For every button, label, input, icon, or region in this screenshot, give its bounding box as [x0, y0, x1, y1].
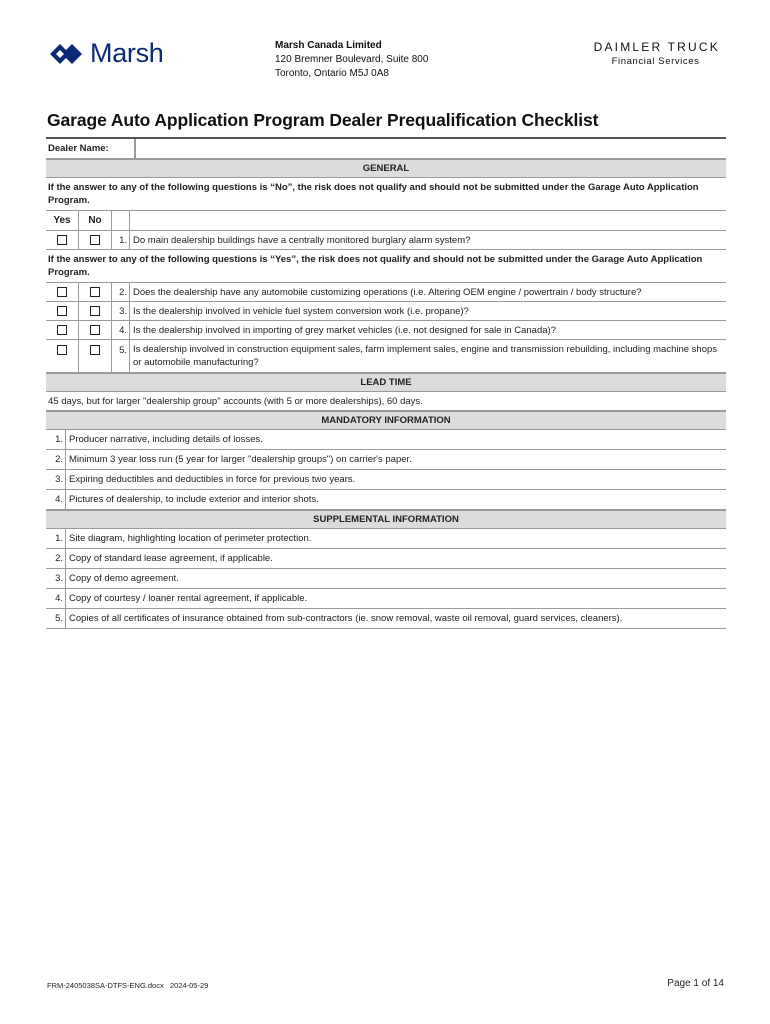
- list-item: [46, 609, 726, 629]
- supplemental-heading: SUPPLEMENTAL INFORMATION: [46, 510, 726, 529]
- list-item-text: Copy of demo agreement.: [69, 573, 179, 584]
- marsh-logo-text: Marsh: [90, 38, 164, 68]
- address-company-name: Marsh Canada Limited: [275, 40, 382, 51]
- q2-number: 2.: [112, 283, 130, 301]
- list-item: [46, 549, 726, 569]
- dealer-name-field[interactable]: [135, 139, 726, 158]
- q2-text: Does the dealership have any automobile customizing operations (i.e. Altering OEM engine / powertrain / body structure?: [133, 286, 642, 298]
- q3-yes-checkbox[interactable]: [57, 306, 67, 316]
- list-item-text: Copy of courtesy / loaner rental agreement, if applicable.: [69, 593, 308, 604]
- q5-no-checkbox[interactable]: [90, 345, 100, 355]
- list-item: [46, 589, 726, 609]
- list-item-number: 1.: [46, 529, 66, 548]
- number-column-header: [112, 211, 130, 230]
- daimler-truck-logo: [594, 40, 720, 67]
- list-item-text: Minimum 3 year loss run (5 year for larger "dealership groups") on carrier's paper.: [69, 454, 412, 465]
- q2-no-checkbox[interactable]: [90, 287, 100, 297]
- q1-number: 1.: [112, 231, 130, 249]
- list-item: [46, 430, 726, 450]
- marsh-logo-icon: [48, 42, 84, 66]
- q5-text: Is dealership involved in construction equipment sales, farm implement sales, engine and transmission rebuilding, including machine shops or automobile manufacturing?: [133, 344, 718, 368]
- document-id: FRM-2405038SA-DTFS-ENG.docx 2024-05-29: [47, 981, 209, 990]
- list-item: [46, 529, 726, 549]
- list-item: [46, 569, 726, 589]
- list-item-text: Producer narrative, including details of losses.: [69, 434, 263, 445]
- list-item: [46, 490, 726, 510]
- q2-yes-checkbox[interactable]: [57, 287, 67, 297]
- q5-number: 5.: [112, 340, 130, 372]
- question-row-3: [46, 302, 726, 321]
- list-item-number: 3.: [46, 569, 66, 588]
- q5-yes-checkbox[interactable]: [57, 345, 67, 355]
- q4-yes-checkbox[interactable]: [57, 325, 67, 335]
- q4-number: 4.: [112, 321, 130, 339]
- list-item: [46, 450, 726, 470]
- general-heading: GENERAL: [46, 159, 726, 178]
- list-item-text: Site diagram, highlighting location of perimeter protection.: [69, 533, 312, 544]
- list-item-text: Expiring deductibles and deductibles in force for previous two years.: [69, 474, 356, 485]
- list-item-number: 3.: [46, 470, 66, 489]
- list-item-number: 4.: [46, 490, 66, 509]
- general-note-no: If the answer to any of the following questions is “No”, the risk does not qualify and should not be submitted under the Garage Auto Application Program.: [46, 178, 726, 211]
- address-line-1: 120 Bremner Boulevard, Suite 800: [275, 54, 429, 65]
- question-column-header: [130, 211, 726, 230]
- q1-yes-checkbox[interactable]: [57, 235, 67, 245]
- q4-no-checkbox[interactable]: [90, 325, 100, 335]
- mandatory-heading: MANDATORY INFORMATION: [46, 411, 726, 430]
- yes-column-header: Yes: [46, 211, 79, 230]
- q3-number: 3.: [112, 302, 130, 320]
- list-item-number: 2.: [46, 549, 66, 568]
- q1-text: Do main dealership buildings have a centrally monitored burglary alarm system?: [133, 234, 471, 246]
- list-item-text: Copies of all certificates of insurance obtained from sub-contractors (ie. snow removal, waste oil removal, guard services, cleaners).: [69, 613, 623, 624]
- list-item-text: Pictures of dealership, to include exterior and interior shots.: [69, 494, 319, 505]
- list-item: [46, 470, 726, 490]
- general-note-yes: If the answer to any of the following questions is “Yes”, the risk does not qualify and should not be submitted under the Garage Auto Application Program.: [46, 250, 726, 283]
- dealer-name-label: Dealer Name:: [46, 139, 135, 158]
- company-address: [275, 39, 428, 81]
- list-item-number: 2.: [46, 450, 66, 469]
- dealer-name-row: [46, 137, 726, 159]
- list-item-number: 5.: [46, 609, 66, 628]
- address-line-2: Toronto, Ontario M5J 0A8: [275, 68, 389, 79]
- question-row-2: [46, 283, 726, 302]
- checklist-form: [46, 137, 726, 629]
- q3-no-checkbox[interactable]: [90, 306, 100, 316]
- question-row-4: [46, 321, 726, 340]
- list-item-number: 4.: [46, 589, 66, 608]
- yes-no-header-row: [46, 211, 726, 231]
- lead-time-text: 45 days, but for larger "dealership group" accounts (with 5 or more dealerships), 60 days.: [46, 392, 726, 411]
- page-title: Garage Auto Application Program Dealer Prequalification Checklist: [47, 110, 599, 130]
- q4-text: Is the dealership involved in importing of grey market vehicles (i.e. not designed for sale in Canada)?: [133, 324, 556, 336]
- question-row-5: [46, 340, 726, 373]
- daimler-subtitle: Financial Services: [611, 56, 700, 67]
- q1-no-checkbox[interactable]: [90, 235, 100, 245]
- lead-time-heading: LEAD TIME: [46, 373, 726, 392]
- page-number: Page 1 of 14: [667, 978, 724, 989]
- list-item-text: Copy of standard lease agreement, if applicable.: [69, 553, 273, 564]
- list-item-number: 1.: [46, 430, 66, 449]
- daimler-name: DAIMLER TRUCK: [593, 40, 720, 54]
- q3-text: Is the dealership involved in vehicle fuel system conversion work (i.e. propane)?: [133, 305, 469, 317]
- question-row-1: [46, 231, 726, 250]
- no-column-header: No: [79, 211, 112, 230]
- marsh-logo: [48, 40, 164, 67]
